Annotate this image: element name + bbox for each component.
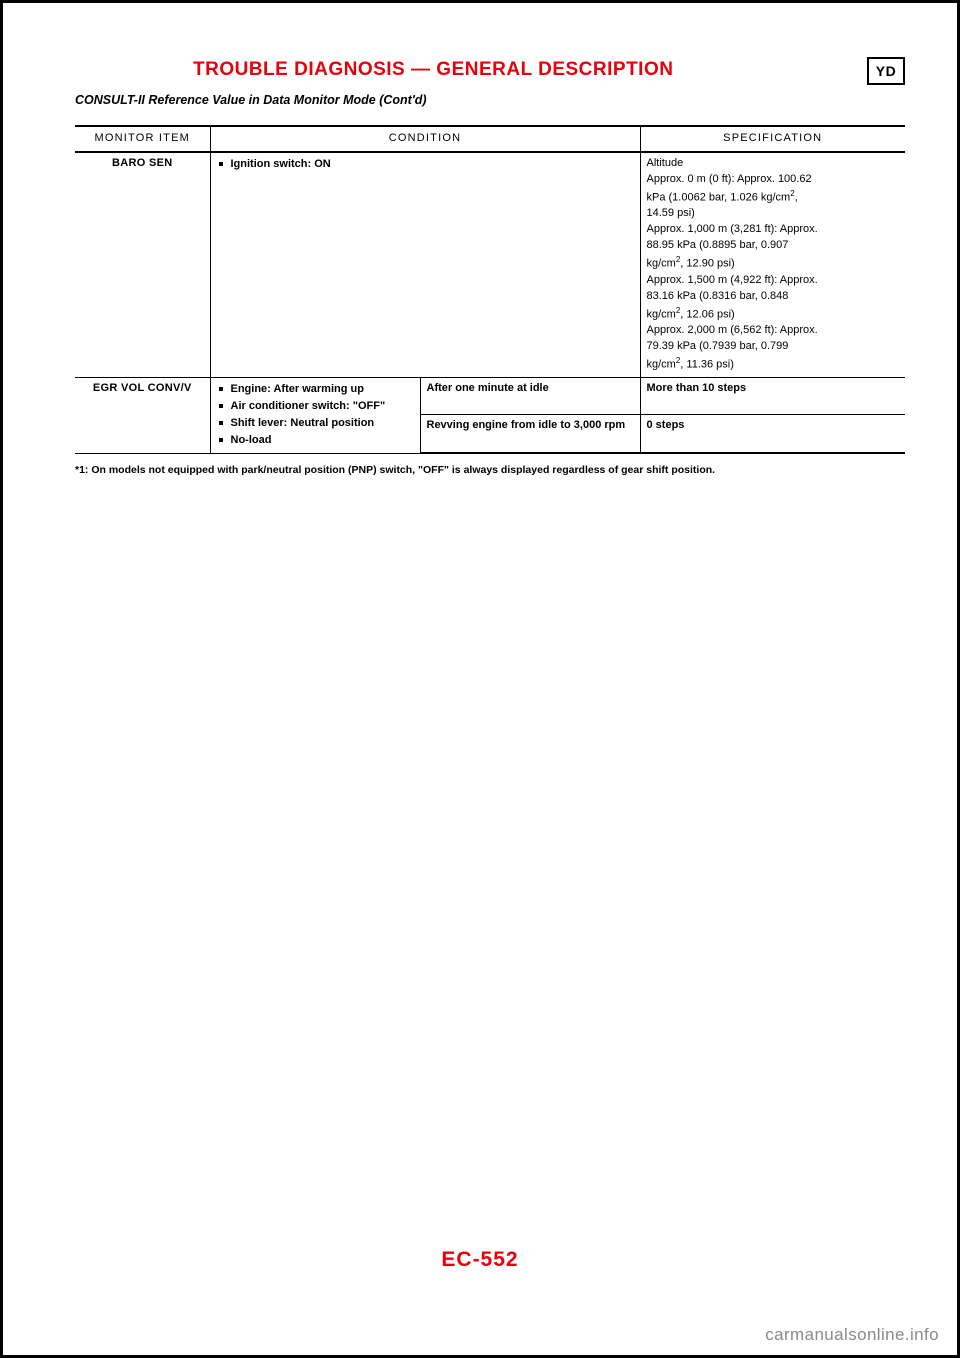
table-footnote: *1: On models not equipped with park/neutral position (PNP) switch, "OFF" is always displayed regardless of gear shift position. bbox=[75, 464, 716, 476]
table-row-egr-vol-conv bbox=[75, 377, 905, 414]
spec-line: Approx. 0 m (0 ft): Approx. 100.62 bbox=[646, 172, 812, 185]
page-title: TROUBLE DIAGNOSIS — GENERAL DESCRIPTION bbox=[193, 59, 674, 80]
monitor-item-table bbox=[75, 125, 905, 454]
table-row-baro-sen bbox=[75, 152, 905, 377]
cell-sub-specification: 0 steps bbox=[640, 415, 905, 453]
page-number: EC-552 bbox=[441, 1248, 519, 1271]
spec-line: $kg/cm^2$, 12.06 psi) bbox=[646, 305, 735, 321]
column-header-condition: CONDITION bbox=[210, 126, 640, 152]
page-header bbox=[75, 59, 905, 89]
spec-line: Altitude bbox=[646, 156, 684, 169]
page-content bbox=[75, 59, 905, 476]
table-header bbox=[75, 126, 905, 152]
spec-line: 79.39 kPa (0.7939 bar, 0.799 bbox=[646, 340, 789, 353]
watermark-text: carmanualsonline.info bbox=[765, 1325, 939, 1344]
spec-line: 14.59 psi) bbox=[646, 207, 695, 220]
condition-list bbox=[217, 157, 634, 173]
spec-line: Approx. 1,500 m (4,922 ft): Approx. bbox=[646, 273, 818, 286]
spec-line: $kg/cm^2$, 12.90 psi) bbox=[646, 255, 735, 270]
list-item: Ignition switch: ON bbox=[217, 157, 634, 173]
list-item: Shift lever: Neutral position bbox=[217, 416, 414, 432]
spec-line: Approx. 2,000 m (6,562 ft): Approx. bbox=[646, 324, 818, 337]
cell-sub-condition: Revving engine from idle to 3,000 rpm bbox=[420, 415, 640, 453]
list-item: Air conditioner switch: "OFF" bbox=[217, 399, 414, 415]
cell-condition bbox=[210, 377, 420, 453]
spec-line: 88.95 kPa (0.8895 bar, 0.907 bbox=[646, 239, 789, 252]
spec-line: kPa (1.0062 bar, 1.026 $kg/cm^2$, bbox=[646, 188, 798, 204]
cell-monitor-item: BARO SEN bbox=[75, 152, 210, 377]
cell-specification bbox=[640, 152, 905, 377]
spec-line: 83.16 kPa (0.8316 bar, 0.848 bbox=[646, 289, 789, 302]
column-header-monitor-item: MONITOR ITEM bbox=[75, 126, 210, 152]
spec-line: Approx. 1,000 m (3,281 ft): Approx. bbox=[646, 223, 818, 236]
condition-list bbox=[217, 382, 414, 449]
cell-sub-specification: More than 10 steps bbox=[640, 377, 905, 414]
list-item: Engine: After warming up bbox=[217, 382, 414, 398]
spec-line: $kg/cm^2$, 11.36 psi) bbox=[646, 356, 734, 371]
cell-condition bbox=[210, 152, 640, 377]
cell-monitor-item: EGR VOL CONV/V bbox=[75, 377, 210, 453]
list-item: No-load bbox=[217, 433, 414, 449]
table-body bbox=[75, 152, 905, 453]
page-subtitle: CONSULT-II Reference Value in Data Monitor Mode (Cont'd) bbox=[75, 93, 427, 107]
cell-sub-condition: After one minute at idle bbox=[420, 377, 640, 414]
watermark bbox=[765, 1325, 939, 1345]
column-header-specification: SPECIFICATION bbox=[640, 126, 905, 152]
section-badge: YD bbox=[867, 57, 905, 85]
